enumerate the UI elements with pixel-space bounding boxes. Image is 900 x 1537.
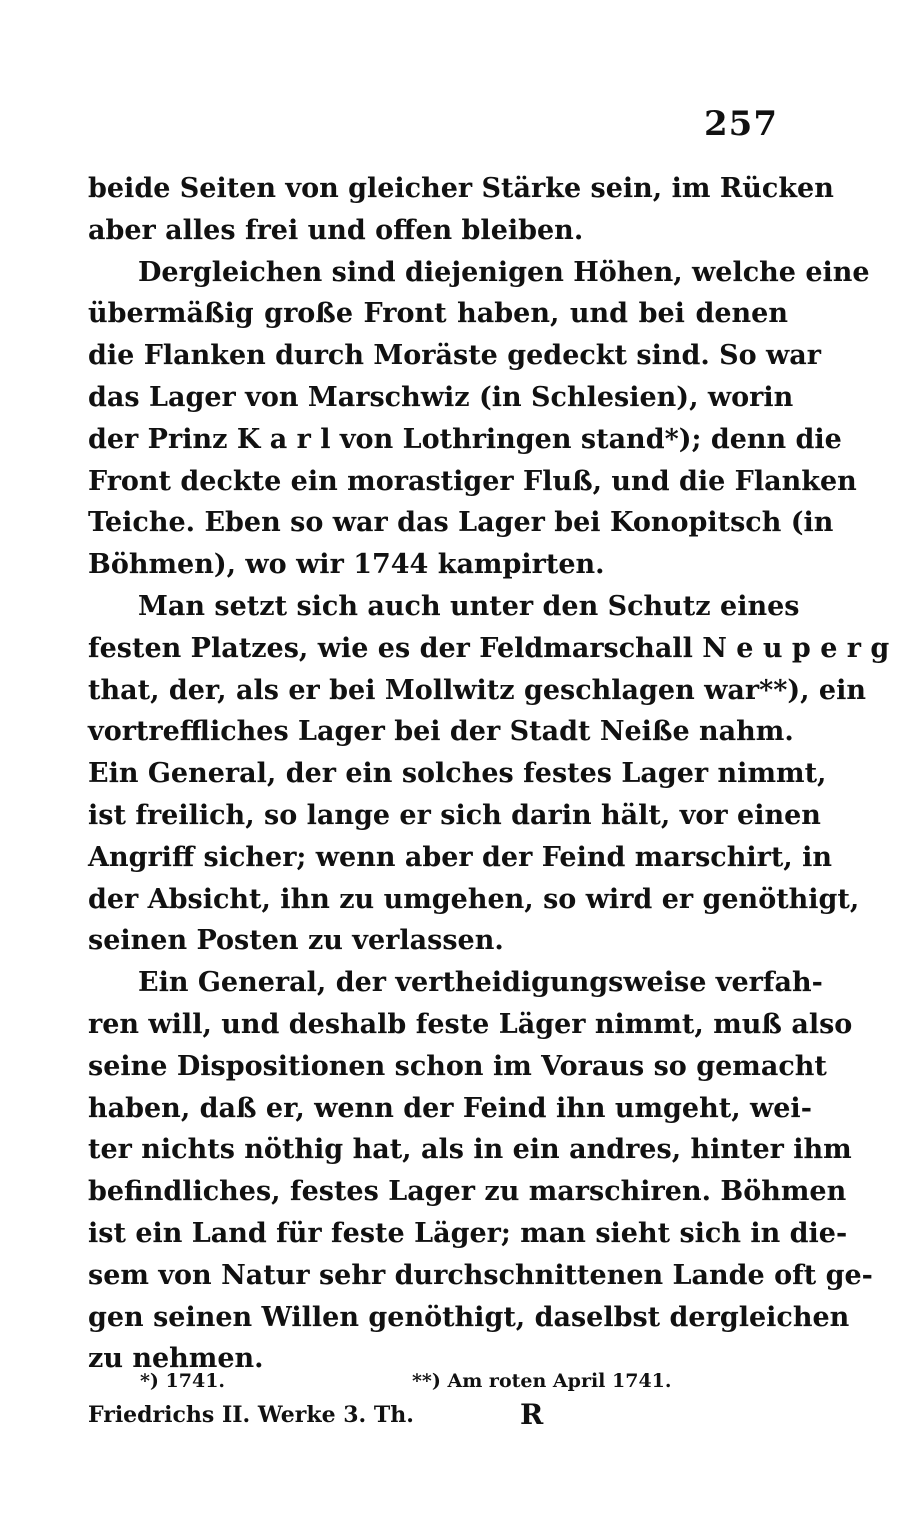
text-line: festen Platzes, wie es der Feldmarschall N e u p e r g [88, 632, 890, 664]
text-line: ren will, und deshalb feste Läger nimmt, muß also [88, 1008, 853, 1040]
text-line: das Lager von Marschwiz (in Schlesien), worin [88, 381, 794, 413]
text-line: seine Dispositionen schon im Voraus so gemacht [88, 1050, 827, 1082]
text-line: Ein General, der ein solches festes Lager nimmt, [88, 758, 827, 790]
main-text [88, 168, 890, 1380]
text-line: sem von Natur sehr durchschnittenen Lande oft ge- [88, 1259, 873, 1291]
text-line: seinen Posten zu verlassen. [88, 925, 504, 957]
text-line: ter nichts nöthig hat, als in ein andres, hinter ihm [88, 1134, 852, 1166]
text-line: beide Seiten von gleicher Stärke sein, im Rücken [88, 173, 834, 204]
text-line: befindliches, festes Lager zu marschiren. Böhmen [88, 1176, 847, 1208]
text-line: Böhmen), wo wir 1744 kampirten. [88, 549, 605, 581]
text-line: that, der, als er bei Mollwitz geschlagen war**), ein [88, 674, 866, 706]
text-line: Angriff sicher; wenn aber der Feind marschirt, in [88, 841, 832, 873]
text-line: die Flanken durch Moräste gedeckt sind. So war [88, 340, 822, 372]
page-number: 257 [704, 104, 778, 144]
footnote-second: **) Am roten April 1741. [412, 1370, 672, 1392]
text-line: Front deckte ein morastiger Fluß, und die Flanken [88, 465, 857, 497]
text-line: übermäßig große Front haben, und bei denen [88, 298, 788, 330]
text-line: haben, daß er, wenn der Feind ihn umgeht, wei- [88, 1092, 812, 1124]
text-line: Man setzt sich auch unter den Schutz eines [138, 590, 800, 622]
signature-line: Friedrichs II. Werke 3. Th. [88, 1402, 414, 1428]
text-line: gen seinen Willen genöthigt, daselbst dergleichen [88, 1301, 850, 1333]
text-line: der Absicht, ihn zu umgehen, so wird er genöthigt, [88, 883, 860, 915]
text-line: ist freilich, so lange er sich darin hält, vor einen [88, 799, 821, 831]
text-line: vortreffliches Lager bei der Stadt Neiße nahm. [88, 716, 794, 748]
signature-mark: R [520, 1398, 544, 1431]
text-line: Teiche. Eben so war das Lager bei Konopitsch (in [88, 507, 834, 539]
text-line: zu nehmen. [88, 1343, 264, 1375]
text-line: Ein General, der vertheidigungsweise verfah- [138, 967, 823, 999]
text-line: Dergleichen sind diejenigen Höhen, welche eine [138, 256, 870, 288]
footnote-first: *) 1741. [140, 1370, 226, 1392]
text-line: der Prinz K a r l von Lothringen stand*); denn die [88, 423, 842, 455]
text-line: aber alles frei und offen bleiben. [88, 214, 584, 246]
text-line: ist ein Land für feste Läger; man sieht sich in die- [88, 1217, 848, 1249]
